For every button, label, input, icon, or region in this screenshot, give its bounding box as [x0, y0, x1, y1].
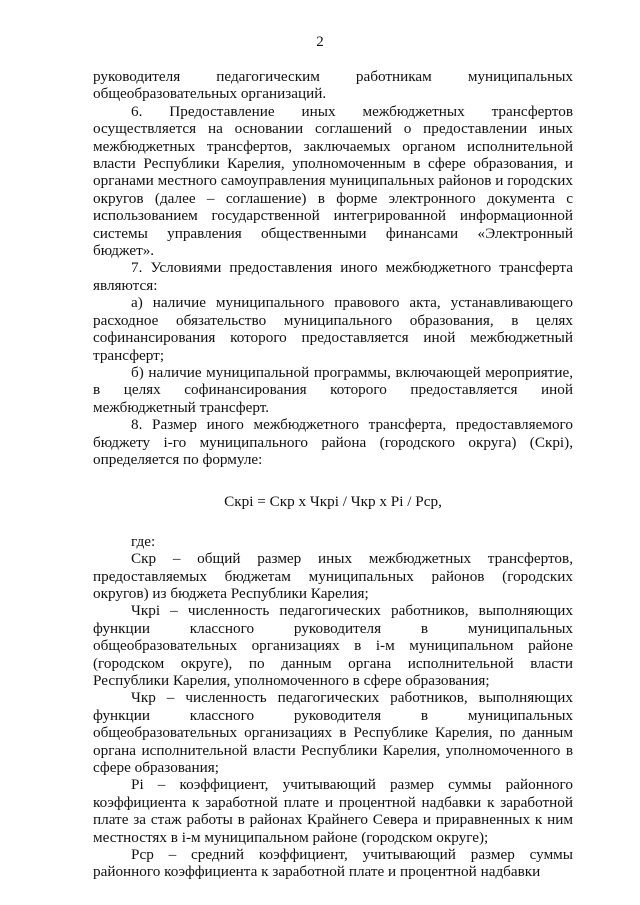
paragraph-7: 7. Условиями предоставления иного межбюджетного трансферта являются:	[93, 259, 573, 294]
definition-pcp: Pср – средний коэффициент, учитывающий размер суммы районного коэффициента к заработной плате и процентной надбавки	[93, 846, 573, 881]
definition-chkr: Чкр – численность педагогических работников, выполняющих функции классного руководителя в муниципальных общеобразовательных организациях в Республике Карелия, по данным органа исполнительной власти Республики Карелия, уполномоченного в сфере образования;	[93, 689, 573, 777]
definition-ckr: Cкр – общий размер иных межбюджетных трансфертов, предоставляемых бюджетам муниципальных районов (городских округов) из бюджета Республики Карелия;	[93, 550, 573, 602]
paragraph-6: 6. Предоставление иных межбюджетных трансфертов осуществляется на основании соглашений о предоставлении иных межбюджетных трансфертов, заключаемых органом исполнительной власти Республики Карелия, уполномоченным в сфере образования, и органами местного самоуправления муниципальных районов и городских округов (далее – соглашение) в форме электронного документа с использованием государственной интегрированной информационной системы управления общественными финансами «Электронный бюджет».	[93, 102, 573, 260]
definition-chkri: Чкрi – численность педагогических работников, выполняющих функции классного руководителя в муниципальных общеобразовательных организациях в i-м муниципальном районе (городском округе), по данным органа исполнительной власти Республики Карелия, уполномоченного в сфере образования;	[93, 602, 573, 689]
paragraph-8: 8. Размер иного межбюджетного трансферта, предоставляемого бюджету i-го муниципального района (городского округа) (Cкрi), определяется по формуле:	[93, 416, 573, 468]
page-number: 2	[316, 34, 324, 50]
where-label: где:	[131, 532, 156, 550]
definition-pi: Pi – коэффициент, учитывающий размер суммы районного коэффициента к заработной плате и процентной надбавки к заработной плате за стаж работы в районах Крайнего Севера и приравненных к ним местностях в i-м муниципальном районе (городском округе);	[93, 776, 573, 846]
paragraph-7b: б) наличие муниципальной программы, включающей мероприятие, в целях софинансирования которого предоставляется иной межбюджетный трансферт.	[93, 363, 573, 416]
paragraph-continuation: руководителя педагогическим работникам муниципальных общеобразовательных организаций.	[93, 68, 573, 103]
document-body	[93, 68, 573, 881]
paragraph-7a: а) наличие муниципального правового акта, устанавливающего расходное обязательство муниципального образования, в целях софинансирования которого предоставляется иной межбюджетный трансферт;	[93, 294, 573, 364]
formula: Cкрi = Cкр x Чкрi / Чкр x Pi / Pср,	[224, 493, 442, 511]
